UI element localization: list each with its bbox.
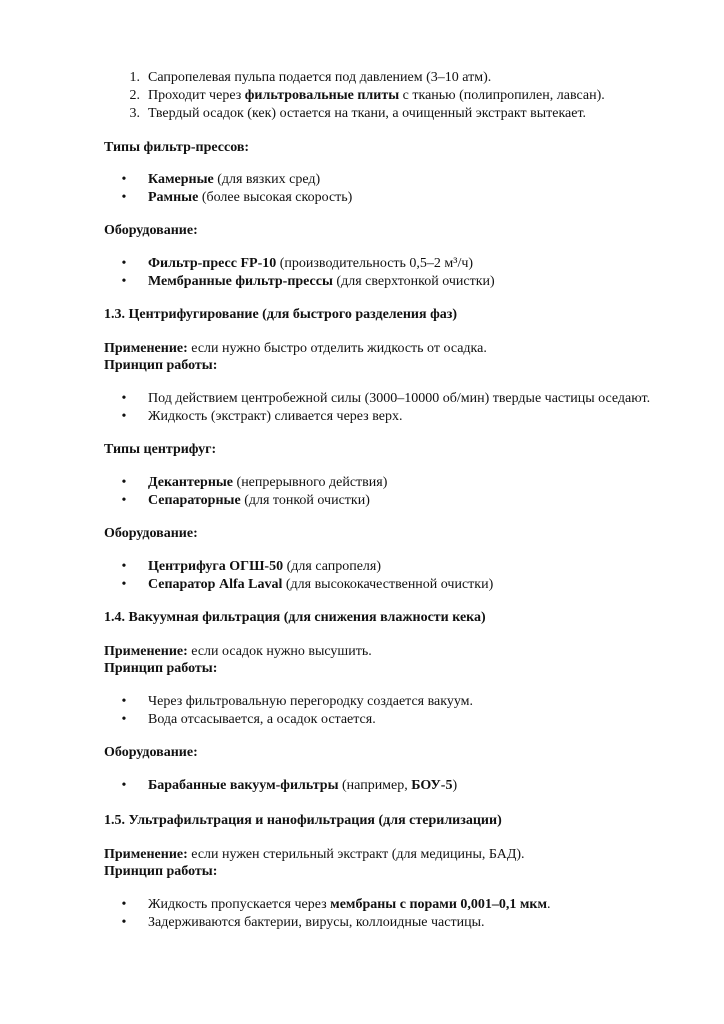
- section-title: 1.4. Вакуумная фильтрация (для снижения влажности кека): [104, 610, 486, 625]
- application-paragraph: Применение: если осадок нужно высушить.: [104, 644, 372, 659]
- principle-heading: Принцип работы:: [104, 661, 218, 676]
- section-heading: Оборудование:: [104, 745, 198, 760]
- section-title: 1.3. Центрифугирование (для быстрого разделения фаз): [104, 307, 458, 322]
- document-page: 1. Сапропелевая пульпа подается под давлением (3–10 атм). 2. Проходит через фильтровальные плиты с тканью (полипропилен, лавсан). 3. Твердый осадок (кек) остается на ткани, а очищенный экстракт вытекает. Типы фильтр-прессов: • Камерные (для вязких сред) • Рамные (более высокая скорость) Оборудование: • Фильтр-пресс FP-10 (производительность 0,5–2 м³/ч) • Мембранные фильтр-прессы (для сверхтонкой очистки) 1.3. Центрифугирование (для быстрого разделения фаз) Применение: если нужно быстро отделить жидкость от осадка. Принцип работы: • Под действием центробежной силы (3000–10000 об/мин) твердые частицы оседают. • Жидкость (экстракт) сливается через верх. Типы центрифуг: • Декантерные (непрерывного действия) • Сепараторные (для тонкой очистки) Оборудование: • Центрифуга ОГШ-50 (для сапропеля) • Сепаратор Alfa Laval (для высококачественной очистки) 1.4. Вакуумная фильтрация (для снижения влажности кека) Применение: если осадок нужно высушить. Принцип работы: • Через фильтровальную перегородку создается вакуум. • Вода отсасывается, а осадок остается. Оборудование: • Барабанные вакуум-фильтры (например, БОУ-5) 1.5. Ультрафильтрация и нанофильтрация (для стерилизации) Применение: если нужен стерильный экстракт (для медицины, БАД). Принцип работы: • Жидкость пропускается через мембраны с порами 0,001–0,1 мкм. • Задерживаются бактерии, вирусы, коллоидные частицы.: [0, 0, 724, 1024]
- application-paragraph: Применение: если нужен стерильный экстракт (для медицины, БАД).: [104, 847, 525, 862]
- principle-heading: Принцип работы:: [104, 358, 218, 373]
- section-heading: Оборудование:: [104, 223, 198, 238]
- section-heading: Типы фильтр-прессов:: [104, 140, 250, 155]
- principle-heading: Принцип работы:: [104, 864, 218, 879]
- application-paragraph: Применение: если нужно быстро отделить жидкость от осадка.: [104, 341, 487, 356]
- section-heading: Типы центрифуг:: [104, 442, 217, 457]
- section-title: 1.5. Ультрафильтрация и нанофильтрация (для стерилизации): [104, 813, 502, 828]
- section-heading: Оборудование:: [104, 526, 198, 541]
